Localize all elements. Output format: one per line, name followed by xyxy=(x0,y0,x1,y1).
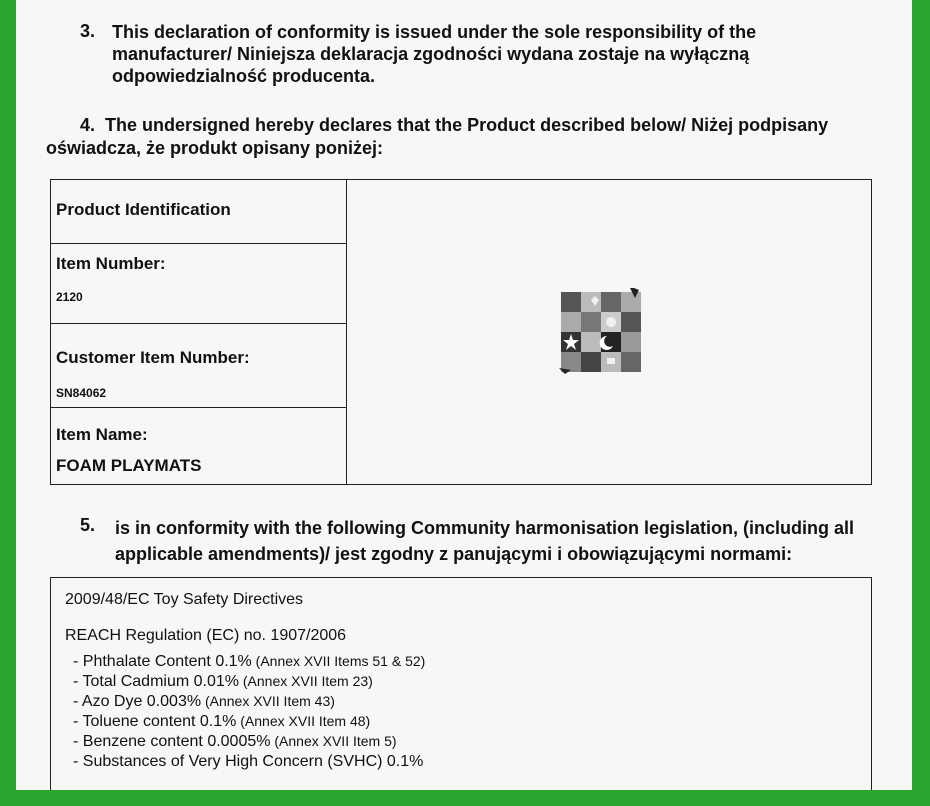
product-image-cell xyxy=(347,180,871,484)
reach-item: - Benzene content 0.0005% (Annex XVII Item 5) xyxy=(73,733,397,750)
section-3-number: 3. xyxy=(80,21,96,41)
item-name-value: FOAM PLAYMATS xyxy=(56,456,202,475)
item-number-label: Item Number: xyxy=(56,254,166,273)
item-name-cell xyxy=(51,408,346,486)
reach-item: - Azo Dye 0.003% (Annex XVII Item 43) xyxy=(73,693,335,710)
product-table xyxy=(50,179,872,485)
section-5-number: 5. xyxy=(80,515,96,535)
item-name-label: Item Name: xyxy=(56,425,148,444)
section-4-number: 4. xyxy=(80,115,96,135)
foam-playmat-image xyxy=(559,288,645,374)
reach-item: - Toluene content 0.1% (Annex XVII Item 48) xyxy=(73,713,371,730)
document-page xyxy=(16,0,912,790)
reach-item: - Phthalate Content 0.1% (Annex XVII Items 51 & 52) xyxy=(73,653,426,670)
toy-safety-directive: 2009/48/EC Toy Safety Directives xyxy=(65,591,304,608)
reach-item: - Substances of Very High Concern (SVHC) 0.1% xyxy=(73,753,424,770)
legislation-box xyxy=(50,577,872,790)
product-details-column xyxy=(51,180,347,484)
section-3-text: This declaration of conformity is issued under the sole responsibility of the manufacturer/ Niniejsza deklaracja zgodności wydana zostaje na wyłączną odpowiedzialność producenta. xyxy=(112,22,757,86)
customer-item-number-cell xyxy=(51,324,346,408)
reach-regulation: REACH Regulation (EC) no. 1907/2006 xyxy=(65,627,347,644)
product-identification-label: Product Identification xyxy=(56,200,231,219)
section-5-text: is in conformity with the following Community harmonisation legislation, (including all applicable amendments)/ jest zgodny z panującymi i obowiązującymi normami: xyxy=(115,518,855,564)
section-4-text: The undersigned hereby declares that the Product described below/ Niżej podpisany oświadcza, że produkt opisany poniżej: xyxy=(46,115,829,158)
item-number-value: 2120 xyxy=(56,290,83,304)
item-number-cell xyxy=(51,244,346,324)
customer-item-number-value: SN84062 xyxy=(56,386,107,400)
section-4 xyxy=(46,114,886,160)
product-identification-cell xyxy=(51,180,346,244)
customer-item-number-label: Customer Item Number: xyxy=(56,348,250,367)
reach-item: - Total Cadmium 0.01% (Annex XVII Item 23) xyxy=(73,673,373,690)
